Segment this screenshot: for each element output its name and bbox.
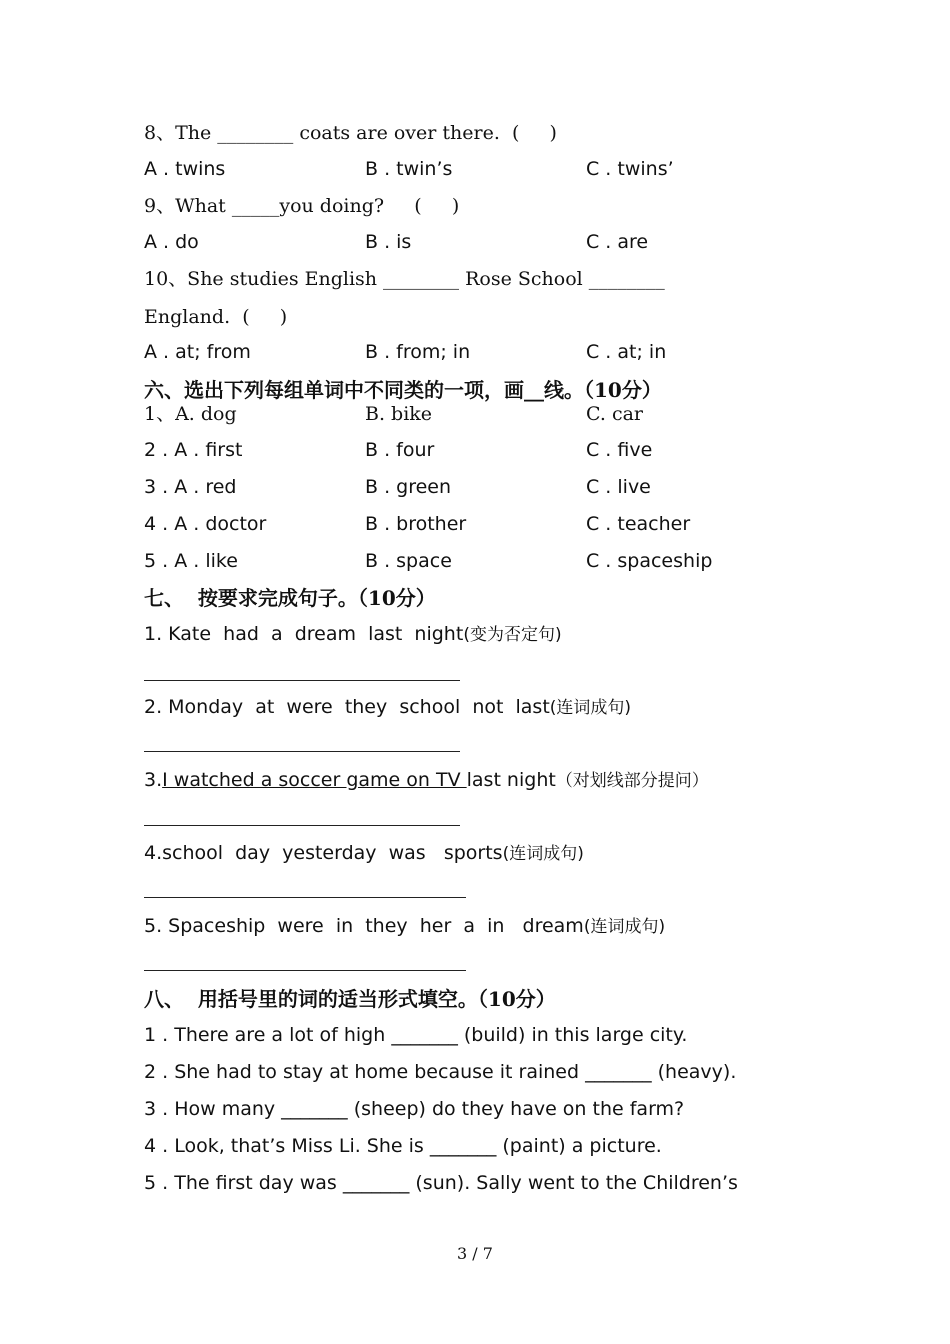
section-7-question-2 [144,698,631,717]
question-3-instruction: （对划线部分提问） [555,771,709,791]
section-8-title: 八、 用括号里的词的适当形式填空。（10分） [144,987,556,1011]
question-9-stem: 9、What _____you doing? ( ) [144,195,460,217]
question-1-text: 1. Kate had a dream last night [144,623,464,645]
question-2-instruction: (连词成句) [549,698,632,718]
answer-line-1[interactable] [144,680,460,681]
section-6-item-5-c: C . spaceship [586,550,713,572]
question-9-option-a: A . do [144,231,199,253]
answer-line-5[interactable] [144,970,466,971]
section-7-question-1 [144,625,562,644]
question-10-option-a: A . at; from [144,341,251,363]
question-4-text: 4.school day yesterday was sports [144,842,503,864]
section-6-item-2-b: B . four [365,439,435,461]
question-8-option-c: C . twins’ [586,158,674,180]
section-8-item-1: 1 . There are a lot of high _______ (build) in this large city. [144,1024,688,1046]
section-6-item-3-a: 3 . A . red [144,476,237,498]
question-10-option-c: C . at; in [586,341,667,363]
section-6-item-2-c: C . five [586,439,653,461]
question-8-option-b: B . twin’s [365,158,453,180]
answer-line-2[interactable] [144,751,460,752]
section-8-item-3: 3 . How many _______ (sheep) do they have on the farm? [144,1098,685,1120]
question-5-text: 5. Spaceship were in they her a in dream [144,915,584,937]
section-6-item-1-b: B. bike [365,403,433,425]
question-5-instruction: (连词成句) [583,917,666,937]
question-8-stem: 8、The ________ coats are over there. ( ) [144,122,557,144]
section-7-title: 七、 按要求完成句子。（10分） [144,586,436,610]
section-6-item-2-a: 2 . A . first [144,439,243,461]
section-6-item-4-b: B . brother [365,513,467,535]
section-6-item-5-a: 5 . A . like [144,550,238,572]
answer-line-3[interactable] [144,825,460,826]
question-3-underlined-part: I watched a soccer game on TV [162,769,467,791]
section-8-item-2: 2 . She had to stay at home because it rained _______ (heavy). [144,1061,737,1083]
question-9-option-b: B . is [365,231,412,253]
question-3-number: 3. [144,769,163,791]
question-10-stem-continued: England. ( ) [144,306,288,328]
answer-line-4[interactable] [144,897,466,898]
question-1-instruction: (变为否定句) [463,625,562,645]
section-6-item-4-a: 4 . A . doctor [144,513,267,535]
section-6-item-1-c: C. car [586,403,643,425]
section-6-title: 六、选出下列每组单词中不同类的一项，画__线。（10分） [144,378,662,402]
section-6-item-4-c: C . teacher [586,513,691,535]
question-10-stem: 10、She studies English ________ Rose School ________ [144,268,665,290]
section-7-question-3 [144,771,709,790]
question-2-text: 2. Monday at were they school not last [144,696,550,718]
question-8-option-a: A . twins [144,158,226,180]
question-9-option-c: C . are [586,231,649,253]
section-7-question-4 [144,844,584,863]
page-number: 3 / 7 [457,1244,493,1263]
section-8-item-5: 5 . The first day was _______ (sun). Sally went to the Children’s [144,1172,738,1194]
section-6-item-5-b: B . space [365,550,452,572]
section-8-item-4: 4 . Look, that’s Miss Li. She is _______ (paint) a picture. [144,1135,662,1157]
section-6-item-3-b: B . green [365,476,452,498]
section-6-item-1-a: 1、A. dog [144,403,237,425]
section-7-question-5 [144,917,665,936]
question-3-rest: last night [466,769,556,791]
section-6-item-3-c: C . live [586,476,651,498]
question-10-option-b: B . from; in [365,341,471,363]
question-4-instruction: (连词成句) [502,844,584,864]
